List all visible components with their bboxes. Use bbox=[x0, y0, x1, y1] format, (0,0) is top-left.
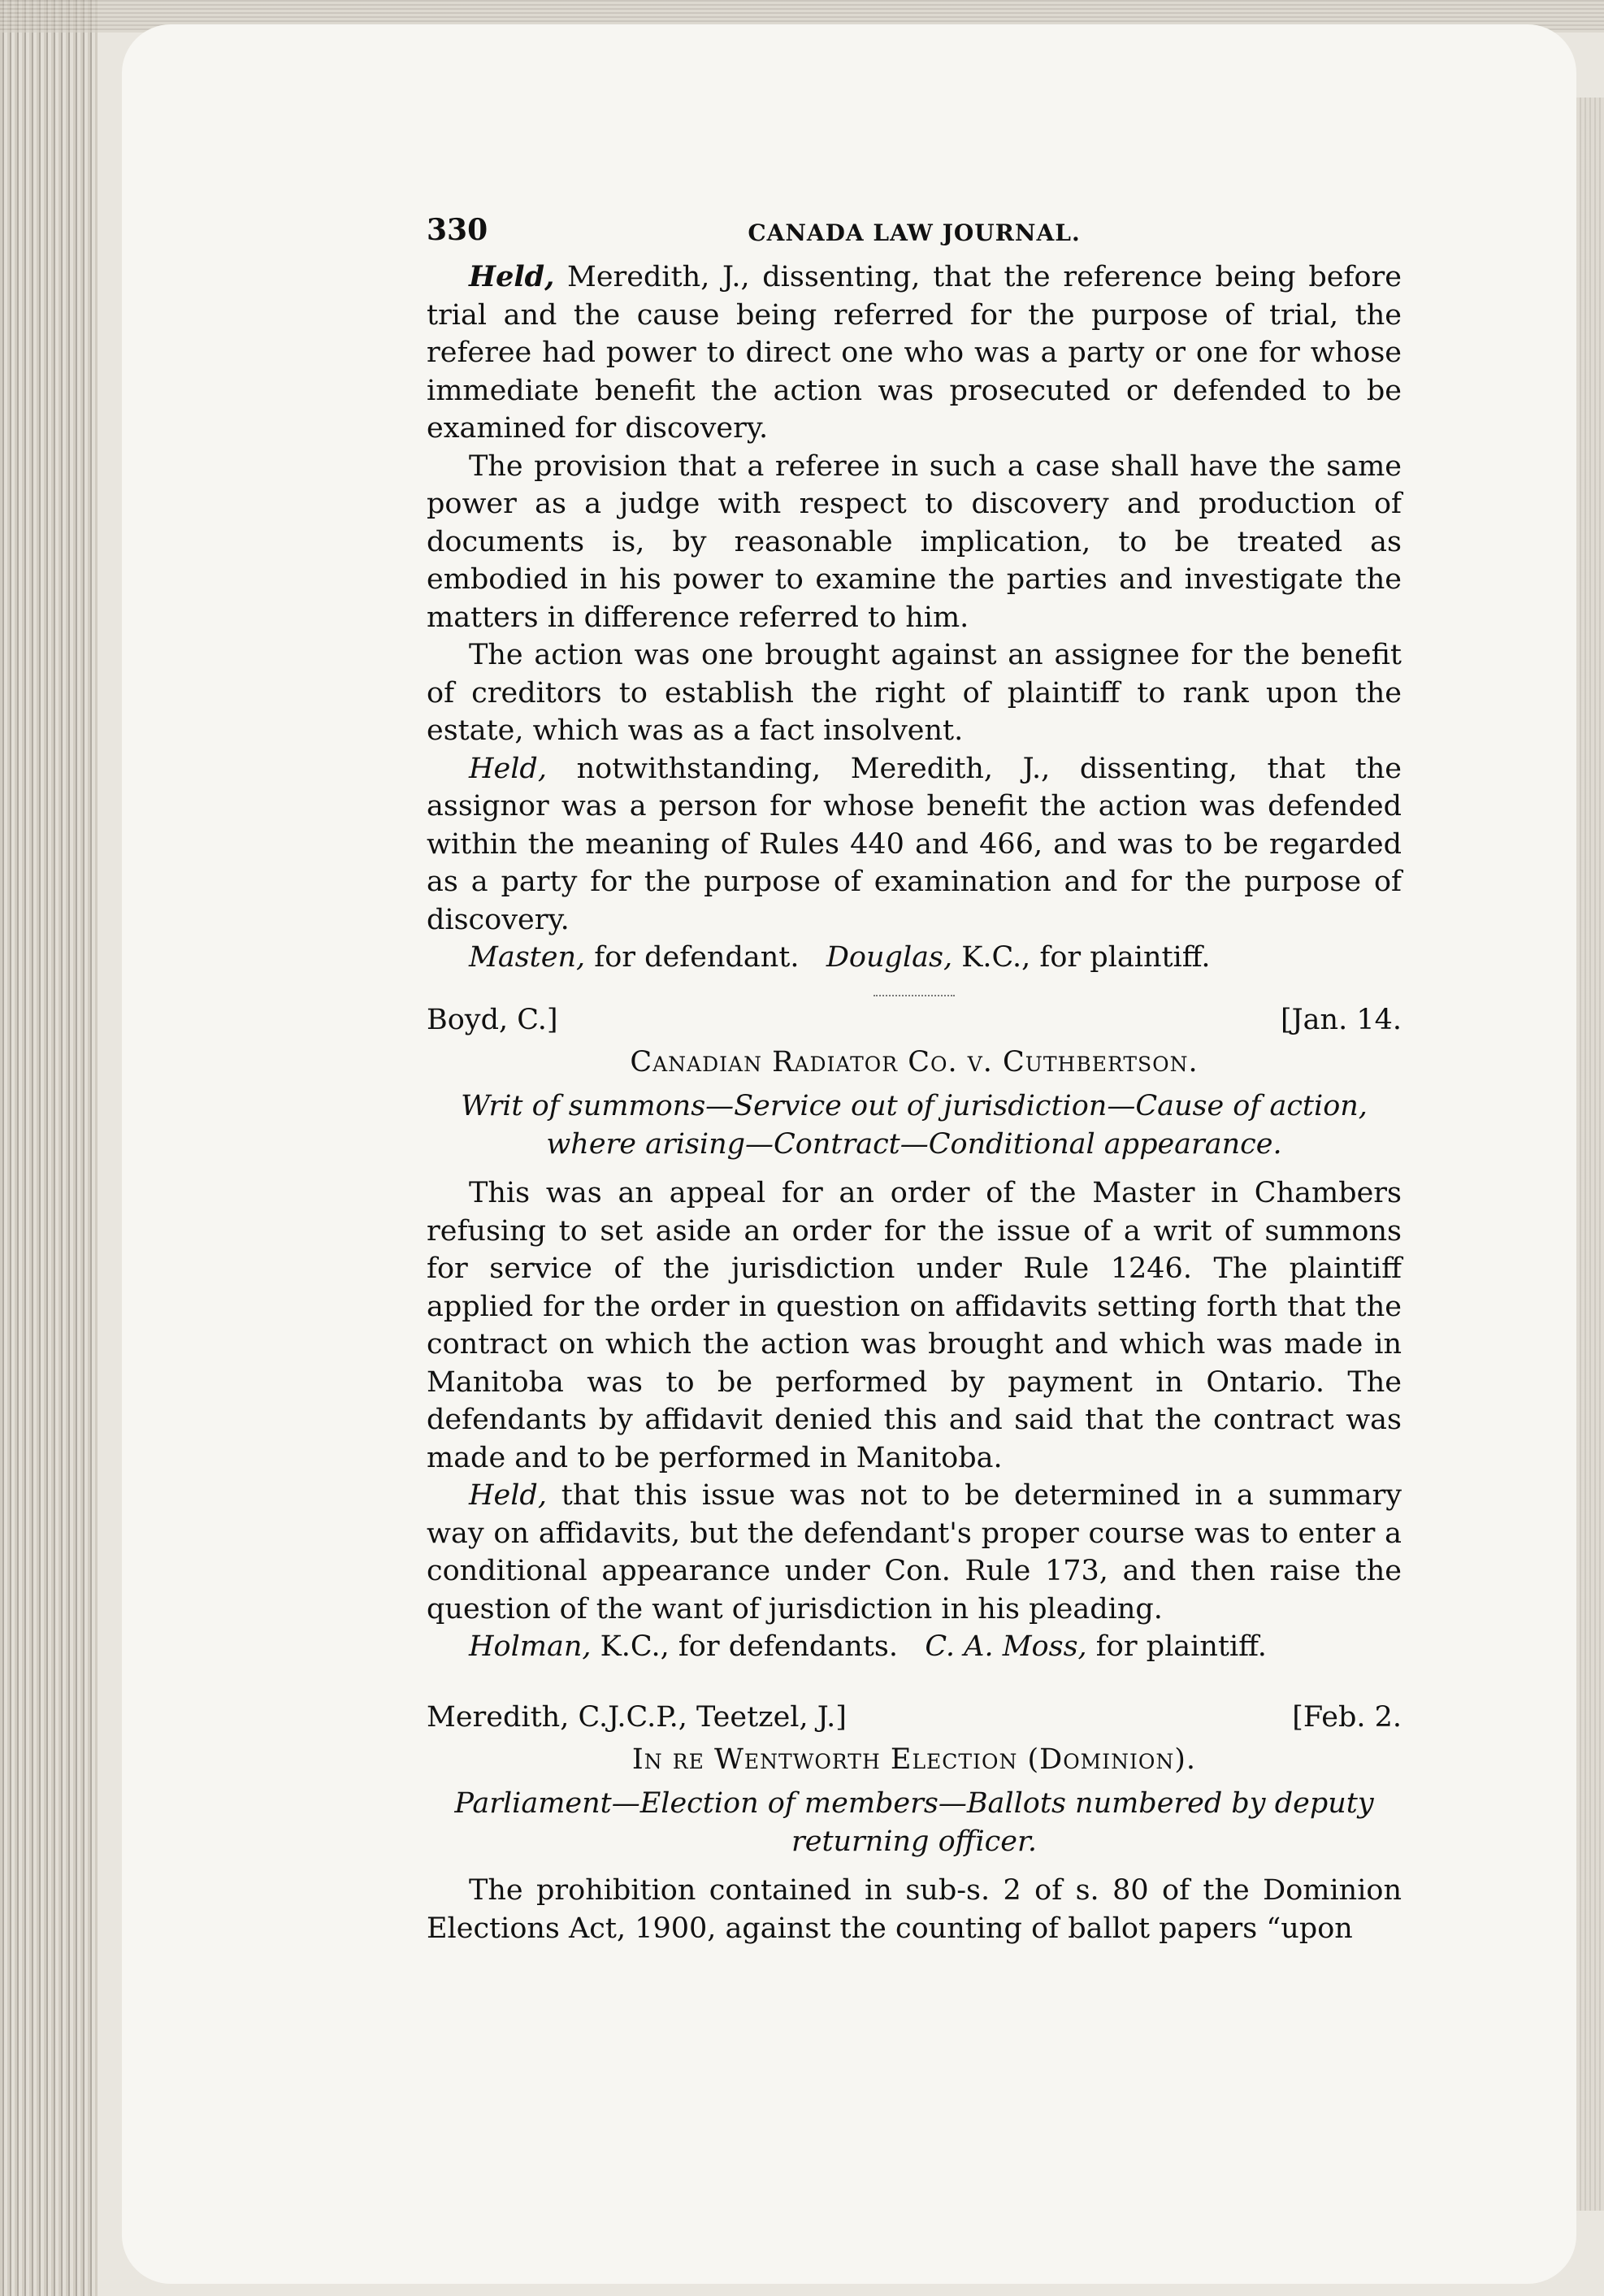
page-header bbox=[427, 211, 1402, 254]
paragraph: The action was one brought against an assignee for the benefit of creditors to establish the right of plaintiff to rank upon the estate, which was as a fact insolvent. bbox=[427, 639, 1402, 747]
counsel-role: for plaintiff. bbox=[1086, 1630, 1267, 1663]
counsel-name: Douglas, bbox=[826, 941, 953, 974]
held-label: Held, bbox=[469, 260, 555, 293]
case-1 bbox=[427, 258, 1402, 977]
decision-date: [Jan. 14. bbox=[1280, 1003, 1402, 1036]
held-label: Held, bbox=[469, 1479, 547, 1512]
headnote: Parliament—Election of members—Ballots numbered by deputy returning officer. bbox=[454, 1787, 1374, 1858]
counsel-name: Masten, bbox=[469, 941, 586, 974]
case-2 bbox=[427, 1001, 1402, 1666]
counsel-role: K.C., for defendants. bbox=[591, 1630, 898, 1663]
paragraph bbox=[427, 258, 1402, 448]
judge-line bbox=[427, 1001, 1402, 1044]
scan-edge-left bbox=[0, 0, 98, 2296]
held-label: Held, bbox=[469, 752, 547, 785]
case-title: Canadian Radiator Co. v. Cuthbertson. bbox=[630, 1045, 1199, 1079]
counsel-name: C. A. Moss, bbox=[925, 1630, 1087, 1663]
counsel-line bbox=[427, 939, 1402, 977]
decision-date: [Feb. 2. bbox=[1292, 1700, 1402, 1734]
counsel-role: K.C., for plaintiff. bbox=[952, 941, 1211, 974]
paragraph: The provision that a referee in such a case shall have the same power as a judge with respect to discovery and production of documents is, by reasonable implication, to be treated as embodied in his power to examine the parties and investigate the matters in difference referred to him. bbox=[427, 449, 1402, 634]
paragraph-text: that this issue was not to be determined in a summary way on affidavits, but the defendant's proper course was to enter a conditional appearance under Con. Rule 173, and then raise the question of the want of jurisdiction in his pleading. bbox=[427, 1479, 1402, 1625]
spacer bbox=[427, 1666, 1402, 1699]
counsel-name: Holman, bbox=[469, 1630, 592, 1663]
case-title: In re Wentworth Election (Dominion). bbox=[631, 1743, 1197, 1776]
judge-line bbox=[427, 1699, 1402, 1741]
counsel-role: for defendant. bbox=[585, 941, 800, 974]
case-3 bbox=[427, 1699, 1402, 1948]
case-divider bbox=[874, 995, 955, 996]
headnote: Writ of summons—Service out of jurisdiction—Cause of action, where arising—Contract—Conditional appearance. bbox=[461, 1090, 1368, 1161]
counsel-line bbox=[427, 1628, 1402, 1666]
page-number: 330 bbox=[427, 213, 488, 247]
running-head: CANADA LAW JOURNAL. bbox=[748, 219, 1081, 246]
paragraph bbox=[427, 1477, 1402, 1628]
paragraph bbox=[427, 750, 1402, 940]
paragraph: This was an appeal for an order of the Master in Chambers refusing to set aside an order for the issue of a writ of summons for service of the jurisdiction under Rule 1246. The plaintiff applied for the order in question on affidavits setting forth that the contract on which the action was brought and which was made in Manitoba was to be performed by payment in Ontario. The defendants by affidavit denied this and said that the contract was made and to be performed in Manitoba. bbox=[427, 1177, 1402, 1474]
paragraph-text: Meredith, J., dissenting, that the reference being before trial and the cause being referred for the purpose of trial, the referee had power to direct one who was a party or one for whose immediate benefit the action was prosecuted or defended to be examined for discovery. bbox=[427, 261, 1402, 445]
paragraph-text: notwithstanding, Meredith, J., dissenting, that the assignor was a person for whose benefit the action was defended within the meaning of Rules 440 and 466, and was to be regarded as a party for the purpose of examination and for the purpose of discovery. bbox=[427, 752, 1402, 936]
judge-name: Meredith, C.J.C.P., Teetzel, J.] bbox=[427, 1700, 847, 1734]
paragraph: The prohibition contained in sub-s. 2 of s. 80 of the Dominion Elections Act, 1900, against the counting of ballot papers “upon bbox=[427, 1874, 1402, 1945]
page-content bbox=[427, 211, 1402, 1947]
judge-name: Boyd, C.] bbox=[427, 1003, 558, 1036]
